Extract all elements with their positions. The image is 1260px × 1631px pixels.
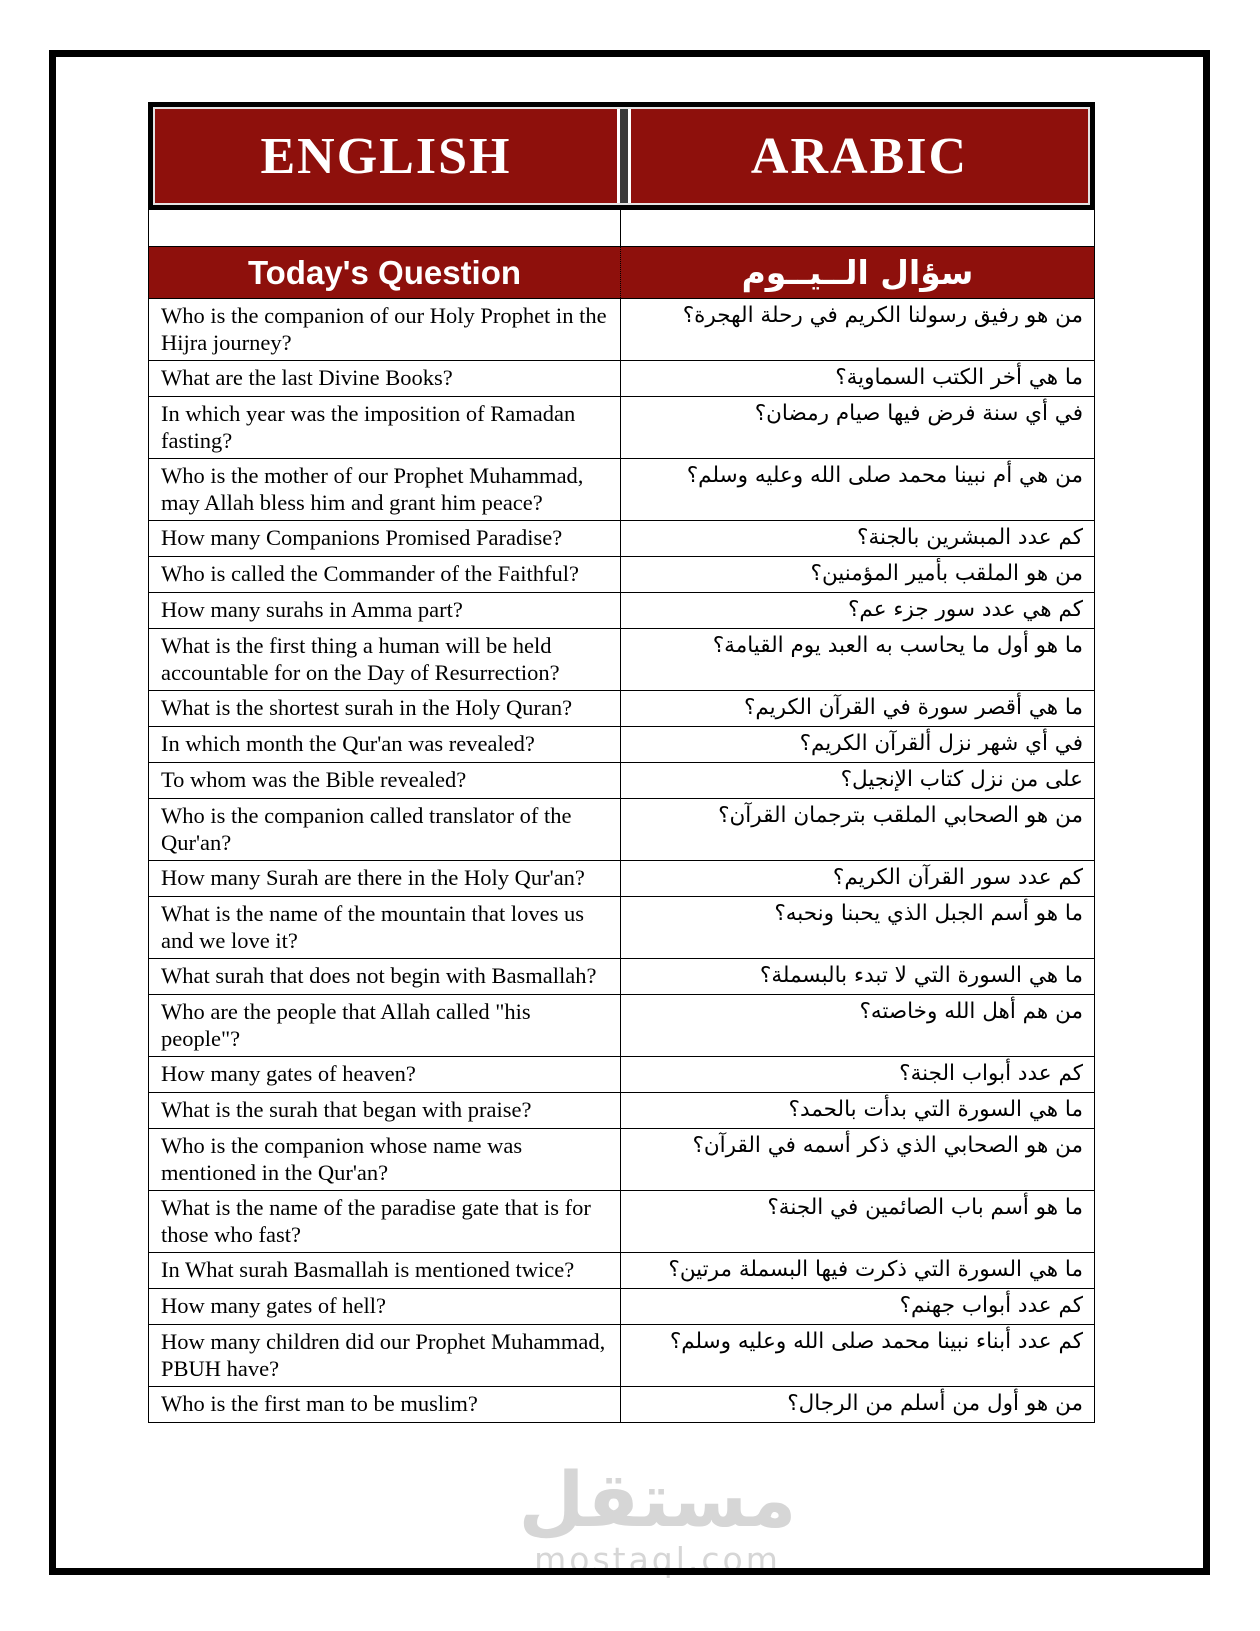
table-row	[149, 860, 1094, 896]
question-arabic: من هو رفيق رسولنا الكريم في رحلة الهجرة؟	[682, 303, 1083, 328]
empty-spacer-cell-right	[621, 210, 1094, 246]
question-english: Who is the mother of our Prophet Muhammad, may Allah bless him and grant him peace?	[149, 459, 621, 520]
table-row	[149, 896, 1094, 958]
question-english: Who is called the Commander of the Faithful?	[149, 557, 621, 592]
table-row	[149, 726, 1094, 762]
table-row	[149, 994, 1094, 1056]
question-english: What is the shortest surah in the Holy Quran?	[149, 691, 621, 726]
question-english: What is the first thing a human will be held accountable for on the Day of Resurrection?	[149, 629, 621, 690]
table-row	[149, 1056, 1094, 1092]
todays-question-label-english: Today's Question	[149, 247, 621, 298]
table-row	[149, 1288, 1094, 1324]
question-arabic: من هي أم نبينا محمد صلى الله وعليه وسلم؟	[686, 463, 1083, 488]
table-row	[149, 1386, 1094, 1422]
question-arabic: ما هي السورة التي لا تبدء بالبسملة؟	[759, 963, 1083, 988]
table-row	[149, 592, 1094, 628]
question-english: How many Surah are there in the Holy Qur'an?	[149, 861, 621, 896]
table-row	[149, 458, 1094, 520]
question-arabic: ما هي أقصر سورة في القرآن الكريم؟	[743, 695, 1083, 720]
question-english: How many gates of hell?	[149, 1289, 621, 1324]
question-english: What is the name of the paradise gate that is for those who fast?	[149, 1191, 621, 1252]
table-row	[149, 798, 1094, 860]
mostaql-site-url: mostaql.com	[534, 1539, 781, 1579]
header-divider	[617, 109, 631, 203]
question-arabic: ما هي السورة التي ذكرت فيها البسملة مرتين؟	[668, 1257, 1083, 1282]
todays-question-label-arabic: سؤال الــيــوم	[741, 253, 974, 292]
question-arabic: من هم أهل الله وخاصته؟	[859, 999, 1083, 1024]
question-english: What surah that does not begin with Basmallah?	[149, 959, 621, 994]
question-english: What is the surah that began with praise?	[149, 1093, 621, 1128]
question-english: Who is the companion of our Holy Prophet in the Hijra journey?	[149, 299, 621, 360]
todays-question-row	[148, 246, 1095, 298]
arabic-column-header: ARABIC	[750, 127, 969, 185]
question-arabic: كم عدد أبواب جهنم؟	[899, 1293, 1083, 1318]
table-row	[149, 958, 1094, 994]
question-rows	[148, 298, 1095, 1423]
questions-table	[148, 102, 1095, 1423]
table-row	[149, 1324, 1094, 1386]
table-row	[149, 360, 1094, 396]
question-arabic: كم هي عدد سور جزء عم؟	[848, 597, 1083, 622]
question-arabic: في أي شهر نزل ألقرآن الكريم؟	[799, 731, 1083, 756]
question-english: How many surahs in Amma part?	[149, 593, 621, 628]
question-arabic: كم عدد المبشرين بالجنة؟	[857, 525, 1083, 550]
question-arabic: من هو أول من أسلم من الرجال؟	[787, 1391, 1083, 1416]
question-english: Who is the companion whose name was mentioned in the Qur'an?	[149, 1129, 621, 1190]
question-english: In which year was the imposition of Ramadan fasting?	[149, 397, 621, 458]
question-arabic: ما هو أول ما يحاسب به العبد يوم القيامة؟	[712, 633, 1083, 658]
table-row	[149, 1092, 1094, 1128]
table-row	[149, 520, 1094, 556]
question-english: How many gates of heaven?	[149, 1057, 621, 1092]
mostaql-logo: مستقل	[518, 1455, 797, 1544]
table-row	[149, 628, 1094, 690]
question-english: How many Companions Promised Paradise?	[149, 521, 621, 556]
question-arabic: ما هو أسم الجبل الذي يحبنا ونحبه؟	[774, 901, 1083, 926]
question-english: To whom was the Bible revealed?	[149, 763, 621, 798]
question-arabic: ما هي السورة التي بدأت بالحمد؟	[788, 1097, 1083, 1122]
language-header-banner	[148, 102, 1095, 210]
question-arabic: من هو الصحابي الذي ذكر أسمه في القرآن؟	[692, 1133, 1083, 1158]
question-english: What are the last Divine Books?	[149, 361, 621, 396]
table-row	[149, 298, 1094, 360]
question-arabic: على من نزل كتاب الإنجيل؟	[840, 767, 1083, 792]
question-arabic: ما هو أسم باب الصائمين في الجنة؟	[767, 1195, 1083, 1220]
question-english: Who is the first man to be muslim?	[149, 1387, 621, 1422]
question-english: In which month the Qur'an was revealed?	[149, 727, 621, 762]
table-row	[149, 556, 1094, 592]
table-row	[149, 762, 1094, 798]
question-english: Who are the people that Allah called "his people"?	[149, 995, 621, 1056]
question-arabic: كم عدد سور القرآن الكريم؟	[832, 865, 1083, 890]
table-row	[149, 1128, 1094, 1190]
question-arabic: في أي سنة فرض فيها صيام رمضان؟	[754, 401, 1083, 426]
question-arabic: من هو الملقب بأمير المؤمنين؟	[810, 561, 1083, 586]
question-arabic: ما هي أخر الكتب السماوية؟	[835, 365, 1083, 390]
question-english: What is the name of the mountain that loves us and we love it?	[149, 897, 621, 958]
question-arabic: كم عدد أبناء نبينا محمد صلى الله وعليه وسلم؟	[669, 1329, 1083, 1354]
question-english: How many children did our Prophet Muhammad, PBUH have?	[149, 1325, 621, 1386]
empty-spacer-cell-left	[149, 210, 621, 246]
english-column-header: ENGLISH	[260, 127, 512, 185]
language-header-inner	[153, 107, 1090, 205]
question-arabic: من هو الصحابي الملقب بترجمان القرآن؟	[718, 803, 1083, 828]
table-row	[149, 1252, 1094, 1288]
table-row	[149, 396, 1094, 458]
table-row	[149, 1190, 1094, 1252]
question-arabic: كم عدد أبواب الجنة؟	[899, 1061, 1083, 1086]
empty-spacer-row	[148, 210, 1095, 246]
table-row	[149, 690, 1094, 726]
question-english: Who is the companion called translator of the Qur'an?	[149, 799, 621, 860]
question-english: In What surah Basmallah is mentioned twice?	[149, 1253, 621, 1288]
